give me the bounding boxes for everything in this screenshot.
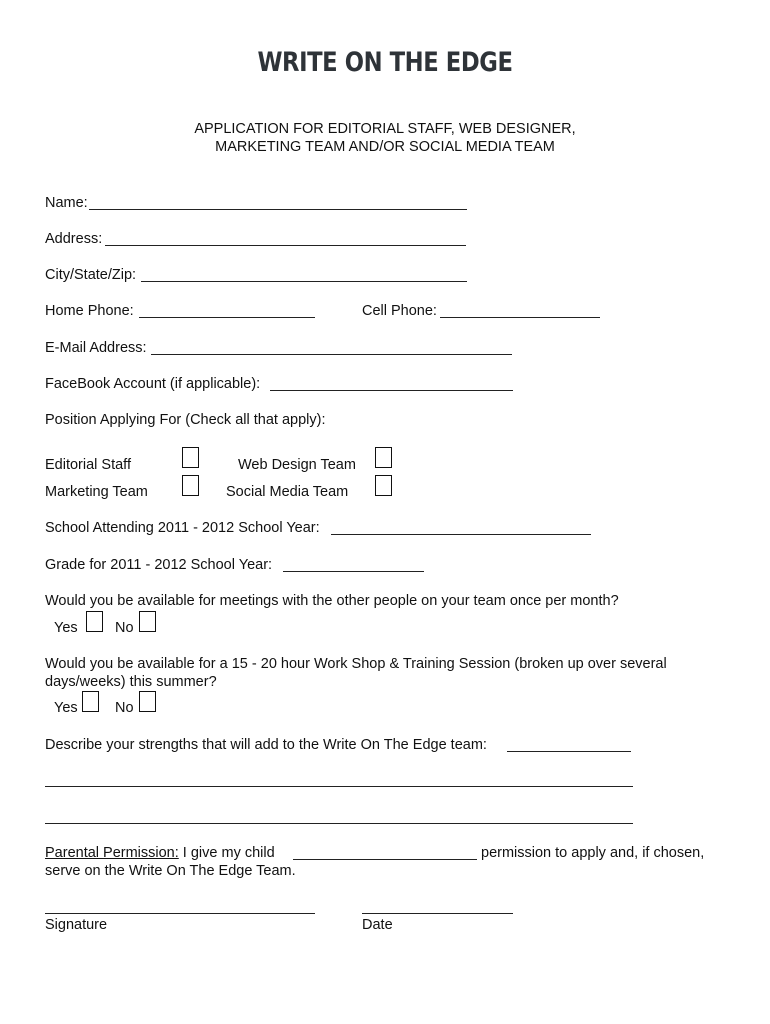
email-field[interactable]	[151, 354, 512, 355]
grade-label: Grade for 2011 - 2012 School Year:	[45, 557, 273, 573]
workshop-no-label: No	[115, 700, 134, 716]
address-label: Address:	[45, 231, 103, 247]
workshop-question-line1: Would you be available for a 15 - 20 hour Work Shop & Training Session (broken up over several	[45, 656, 667, 672]
child-name-field[interactable]	[293, 859, 477, 860]
web-design-team-label: Web Design Team	[238, 457, 356, 473]
workshop-yes-checkbox[interactable]	[82, 691, 99, 712]
form-subtitle-line2: MARKETING TEAM AND/OR SOCIAL MEDIA TEAM	[215, 139, 555, 155]
marketing-team-checkbox[interactable]	[182, 475, 199, 496]
school-field[interactable]	[331, 534, 591, 535]
meetings-question: Would you be available for meetings with the other people on your team once per month?	[45, 593, 619, 609]
permission-text-before: I give my child	[178, 845, 275, 861]
workshop-no-checkbox[interactable]	[139, 691, 156, 712]
cell-phone-field[interactable]	[440, 317, 600, 318]
name-field[interactable]	[89, 209, 467, 210]
parental-permission-line2: serve on the Write On The Edge Team.	[45, 863, 296, 879]
facebook-field[interactable]	[270, 390, 513, 391]
parental-permission-label: Parental Permission:	[45, 845, 179, 861]
meetings-yes-label: Yes	[54, 620, 78, 636]
strengths-question: Describe your strengths that will add to the Write On The Edge team:	[45, 737, 487, 753]
strengths-field-line2[interactable]	[45, 786, 633, 787]
grade-field[interactable]	[283, 571, 424, 572]
meetings-no-checkbox[interactable]	[139, 611, 156, 632]
strengths-field-line1[interactable]	[507, 751, 631, 752]
editorial-staff-label: Editorial Staff	[45, 457, 131, 473]
name-label: Name:	[45, 195, 88, 211]
parental-permission-line1	[45, 844, 275, 862]
home-phone-field[interactable]	[139, 317, 315, 318]
marketing-team-label: Marketing Team	[45, 484, 148, 500]
date-field[interactable]	[362, 913, 513, 914]
cell-phone-label: Cell Phone:	[362, 303, 437, 319]
meetings-yes-checkbox[interactable]	[86, 611, 103, 632]
meetings-no-label: No	[115, 620, 134, 636]
home-phone-label: Home Phone:	[45, 303, 134, 319]
position-label: Position Applying For (Check all that apply):	[45, 412, 326, 428]
permission-text-after: permission to apply and, if chosen,	[481, 845, 705, 861]
email-label: E-Mail Address:	[45, 340, 147, 356]
social-media-team-label: Social Media Team	[226, 484, 349, 500]
facebook-label: FaceBook Account (if applicable):	[45, 376, 261, 392]
school-label: School Attending 2011 - 2012 School Year:	[45, 520, 320, 536]
form-title: WRITE ON THE EDGE	[257, 47, 513, 78]
address-field[interactable]	[105, 245, 466, 246]
web-design-team-checkbox[interactable]	[375, 447, 392, 468]
workshop-yes-label: Yes	[54, 700, 78, 716]
city-state-zip-label: City/State/Zip:	[45, 267, 137, 283]
signature-field[interactable]	[45, 913, 315, 914]
workshop-question-line2: days/weeks) this summer?	[45, 674, 217, 690]
form-subtitle-line1: APPLICATION FOR EDITORIAL STAFF, WEB DESIGNER,	[194, 121, 576, 137]
social-media-team-checkbox[interactable]	[375, 475, 392, 496]
signature-label: Signature	[45, 917, 108, 933]
strengths-field-line3[interactable]	[45, 823, 633, 824]
editorial-staff-checkbox[interactable]	[182, 447, 199, 468]
date-label: Date	[362, 917, 393, 933]
city-state-zip-field[interactable]	[141, 281, 467, 282]
